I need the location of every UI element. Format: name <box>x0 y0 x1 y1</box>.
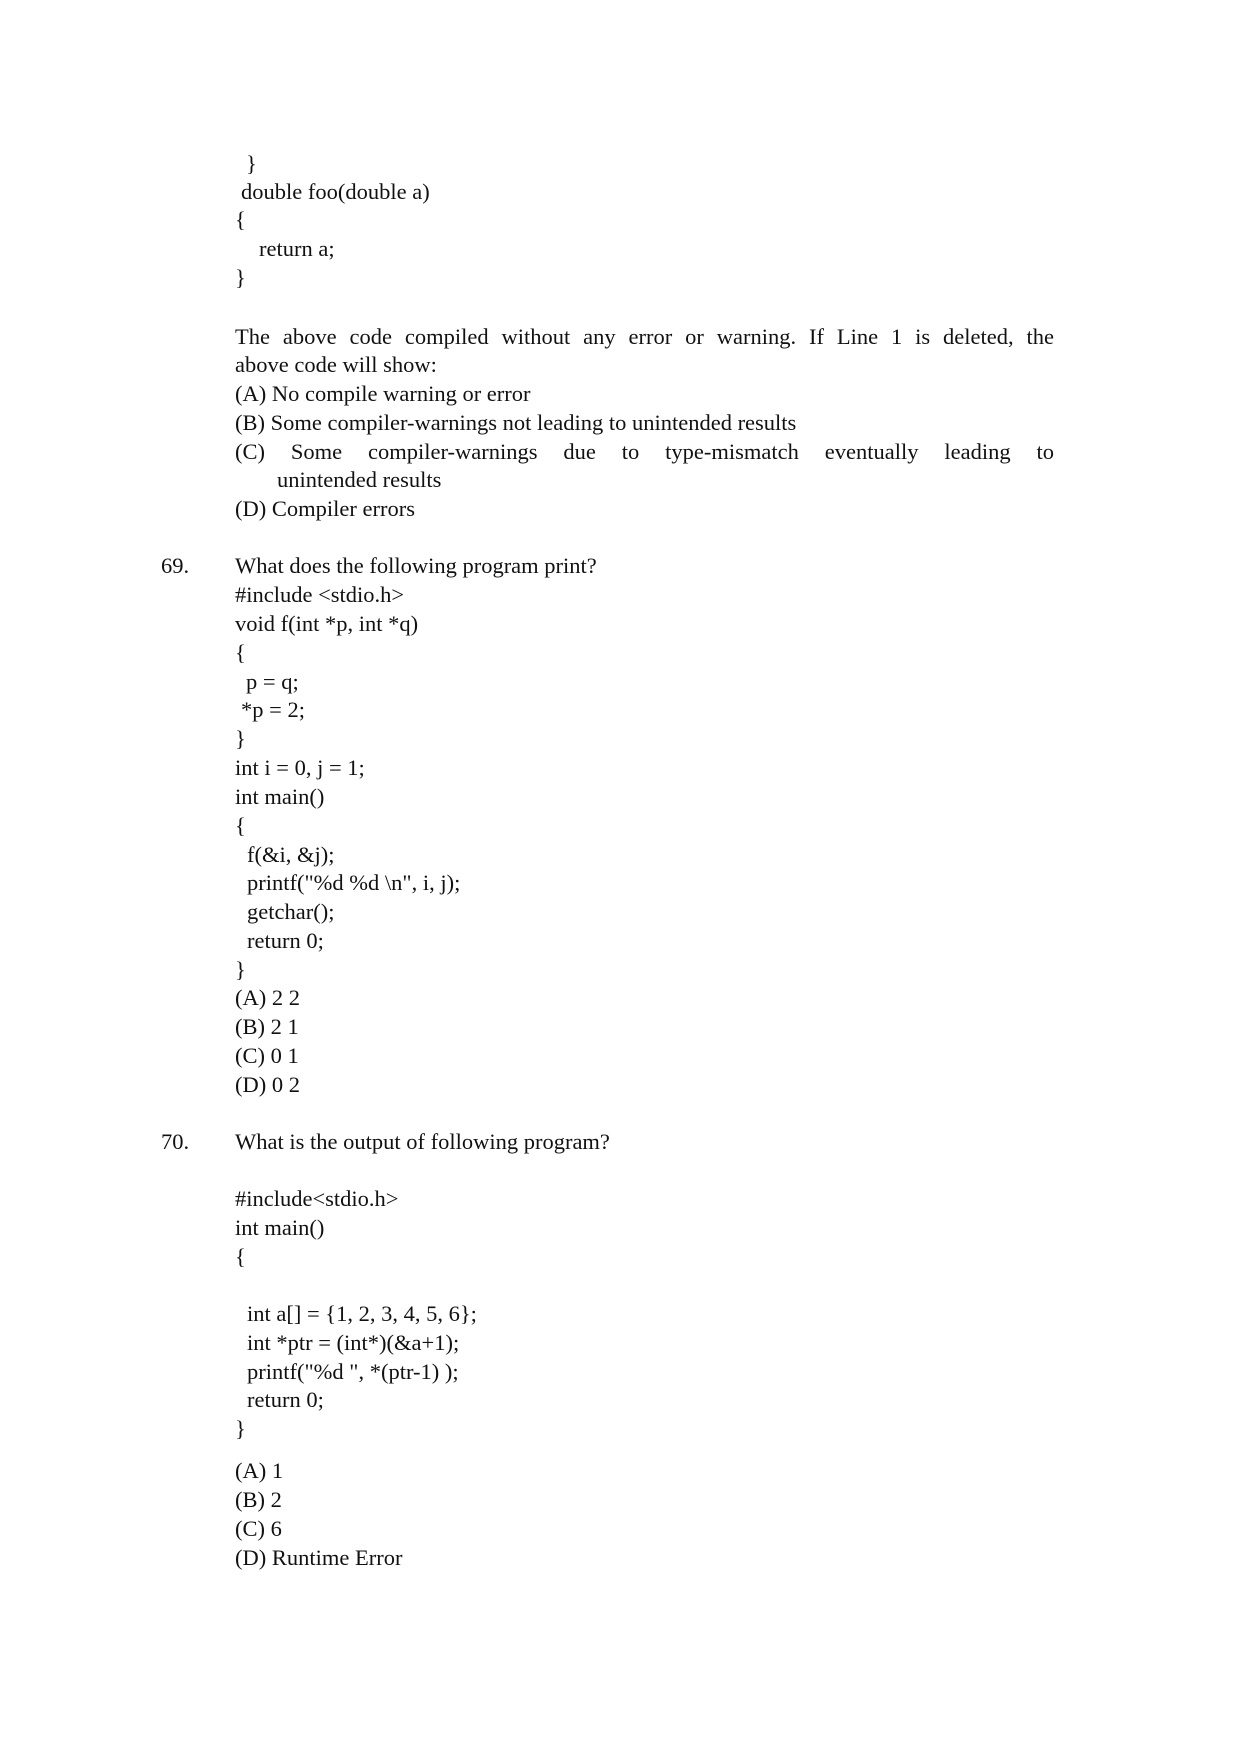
code-line: #include <stdio.h> <box>235 582 405 607</box>
code-line: return 0; <box>247 928 324 953</box>
code-line: int main() <box>235 1215 325 1240</box>
code-line: return 0; <box>247 1387 324 1412</box>
code-line: void f(int *p, int *q) <box>235 611 419 636</box>
question-prompt: What is the output of following program? <box>235 1129 610 1154</box>
code-line: p = q; <box>246 669 299 694</box>
code-line: { <box>235 207 246 232</box>
question-number: 69. <box>161 553 190 578</box>
code-line: getchar(); <box>247 899 335 924</box>
code-line: } <box>235 726 246 751</box>
question-text: The above code compiled without any error or warning. If Line 1 is deleted, the <box>235 324 1054 349</box>
option-a: (A) No compile warning or error <box>235 381 531 406</box>
code-line: { <box>235 1244 246 1269</box>
code-line: int *ptr = (int*)(&a+1); <box>247 1330 460 1355</box>
option-a: (A) 2 2 <box>235 985 300 1010</box>
code-line: *p = 2; <box>241 697 305 722</box>
option-d: (D) Compiler errors <box>235 496 415 521</box>
code-line: { <box>235 813 246 838</box>
code-line: { <box>235 640 246 665</box>
question-text: above code will show: <box>235 352 437 377</box>
code-line: return a; <box>259 236 335 261</box>
code-line: printf("%d ", *(ptr-1) ); <box>247 1359 459 1384</box>
option-c: (C) 0 1 <box>235 1043 299 1068</box>
option-b: (B) 2 <box>235 1487 282 1512</box>
code-line: int main() <box>235 784 325 809</box>
code-line: f(&i, &j); <box>247 842 335 867</box>
option-c-continued: unintended results <box>277 467 442 492</box>
question-prompt: What does the following program print? <box>235 553 597 578</box>
code-line: } <box>235 1416 246 1441</box>
code-line: } <box>235 265 246 290</box>
code-line: } <box>235 957 246 982</box>
code-line: printf("%d %d \n", i, j); <box>247 870 461 895</box>
question-number: 70. <box>161 1129 190 1154</box>
code-line: int i = 0, j = 1; <box>235 755 365 780</box>
option-b: (B) Some compiler-warnings not leading to unintended results <box>235 410 797 435</box>
option-a: (A) 1 <box>235 1458 284 1483</box>
option-d: (D) 0 2 <box>235 1072 300 1097</box>
code-line: #include<stdio.h> <box>235 1186 399 1211</box>
option-c: (C) 6 <box>235 1516 282 1541</box>
option-c: (C) Some compiler-warnings due to type-mismatch eventually leading to <box>235 439 1054 464</box>
code-line: } <box>246 151 257 176</box>
code-line: double foo(double a) <box>241 179 430 204</box>
code-line: int a[] = {1, 2, 3, 4, 5, 6}; <box>247 1301 477 1326</box>
option-b: (B) 2 1 <box>235 1014 299 1039</box>
option-d: (D) Runtime Error <box>235 1545 403 1570</box>
